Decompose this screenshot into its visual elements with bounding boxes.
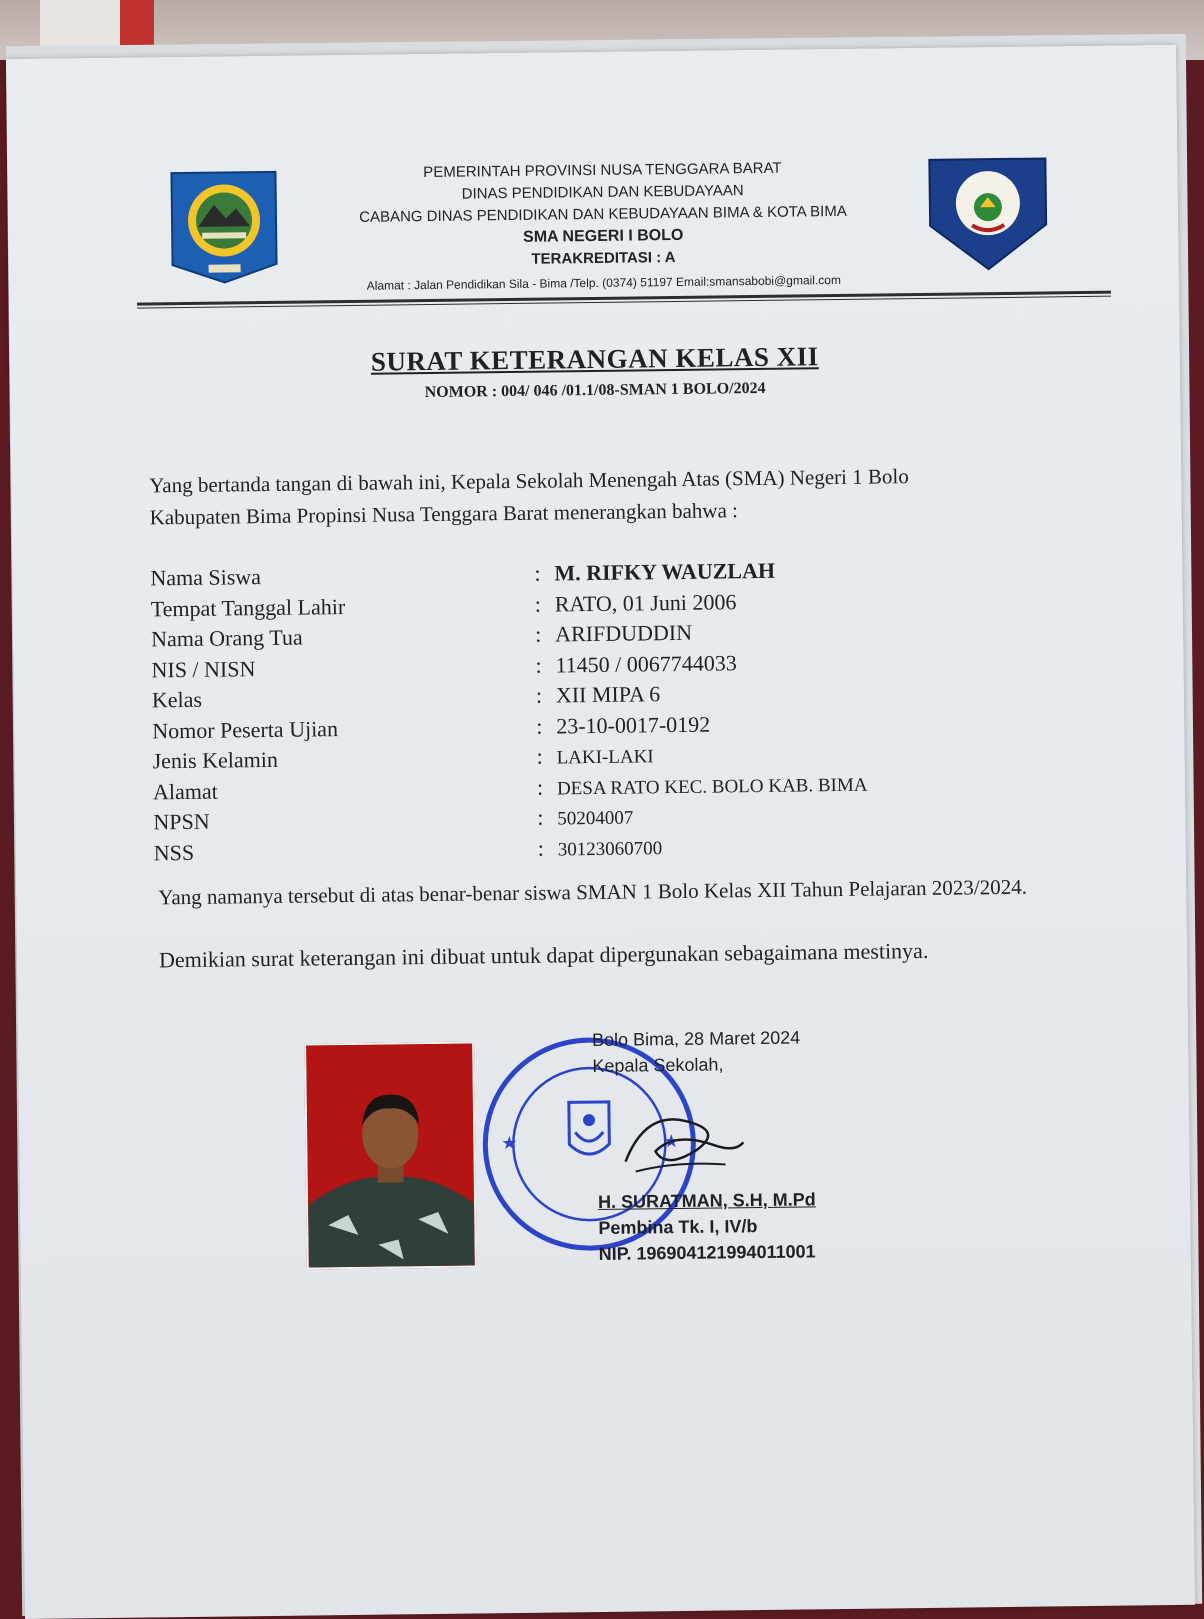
svg-text:★: ★ — [663, 1131, 680, 1153]
letterhead-line-1: PEMERINTAH PROVINSI NUSA TENGGARA BARAT — [423, 159, 782, 182]
letterhead-line-3: CABANG DINAS PENDIDIKAN DAN KEBUDAYAAN BIMA & KOTA BIMA — [359, 202, 847, 226]
signer-nip: NIP. 196904121994011001 — [598, 1241, 816, 1264]
place-date: Bolo Bima, 28 Maret 2024 — [591, 1027, 801, 1051]
province-crest-icon — [167, 168, 280, 287]
statement-paragraph: Yang namanya tersebut di atas benar-benar siswa SMAN 1 Bolo Kelas XII Tahun Pelajaran 2023/2024. — [158, 874, 1028, 910]
school-crest-icon — [925, 154, 1050, 274]
field-value: XII MIPA 6 — [555, 681, 661, 708]
field-label: Nomor Peserta Ujian — [152, 715, 339, 743]
signer-position: Kepala Sekolah, — [592, 1054, 724, 1077]
intro-line-2: Kabupaten Bima Propinsi Nusa Tenggara Barat menerangkan bahwa : — [149, 498, 739, 530]
letterhead-line-2: DINAS PENDIDIKAN DAN KEBUDAYAAN — [461, 182, 744, 203]
document-title: SURAT KETERANGAN KELAS XII — [370, 341, 819, 377]
student-fields — [150, 554, 1074, 870]
field-value: 11450 / 0067744033 — [555, 649, 737, 677]
field-label: NIS / NISN — [151, 655, 256, 682]
field-value: DESA RATO KEC. BOLO KAB. BIMA — [556, 774, 868, 799]
svg-text:★: ★ — [501, 1132, 518, 1155]
field-label: NPSN — [153, 808, 210, 835]
signer-rank: Pembina Tk. I, IV/b — [598, 1216, 758, 1238]
field-separator: : — [536, 774, 544, 800]
field-separator: : — [534, 621, 542, 647]
field-label: Tempat Tanggal Lahir — [150, 593, 346, 621]
field-separator: : — [537, 835, 544, 861]
field-separator: : — [536, 743, 543, 769]
letterhead — [297, 156, 909, 297]
signer-name: H. SURATMAN, S.H, M.Pd — [597, 1189, 816, 1212]
intro-line-1: Yang bertanda tangan di bawah ini, Kepala Sekolah Menengah Atas (SMA) Negeri 1 Bolo — [149, 464, 909, 498]
field-separator: : — [536, 713, 543, 739]
field-separator: : — [534, 591, 542, 617]
field-label: NSS — [153, 839, 195, 865]
signature-icon — [615, 1090, 746, 1182]
field-separator: : — [537, 804, 544, 830]
student-portrait-icon — [306, 1044, 475, 1268]
student-photo — [304, 1042, 477, 1270]
school-name: SMA NEGERI I BOLO — [522, 226, 684, 246]
document-number: NOMOR : 004/ 046 /01.1/08-SMAN 1 BOLO/2024 — [424, 379, 766, 402]
field-value: 30123060700 — [557, 837, 663, 860]
intro-paragraph — [149, 459, 1030, 534]
school-address: Alamat : Jalan Pendidikan Sila - Bima /Telp. (0374) 51197 Email:smansabobi@gmail.com — [366, 272, 841, 293]
background-card — [40, 0, 120, 50]
field-label: Jenis Kelamin — [152, 746, 279, 774]
field-separator: : — [535, 652, 542, 678]
field-label: Alamat — [152, 778, 218, 804]
field-value: ARIFDUDDIN — [554, 619, 693, 647]
field-value: M. RIFKY WAUZLAH — [554, 557, 776, 586]
field-separator: : — [535, 682, 543, 708]
field-separator: : — [534, 560, 541, 586]
letter-paper — [6, 45, 1195, 1619]
field-value: 50204007 — [557, 807, 634, 830]
field-label: Kelas — [151, 686, 203, 713]
field-value: LAKI-LAKI — [556, 746, 654, 769]
field-label: Nama Orang Tua — [150, 624, 303, 652]
field-label: Nama Siswa — [150, 564, 262, 591]
accreditation: TERAKREDITASI : A — [531, 248, 676, 268]
closing-paragraph: Demikian surat keterangan ini dibuat untuk dapat dipergunakan sebagaimana mestinya. — [158, 937, 929, 973]
field-value: 23-10-0017-0192 — [556, 711, 711, 738]
field-value: RATO, 01 Juni 2006 — [554, 588, 737, 616]
